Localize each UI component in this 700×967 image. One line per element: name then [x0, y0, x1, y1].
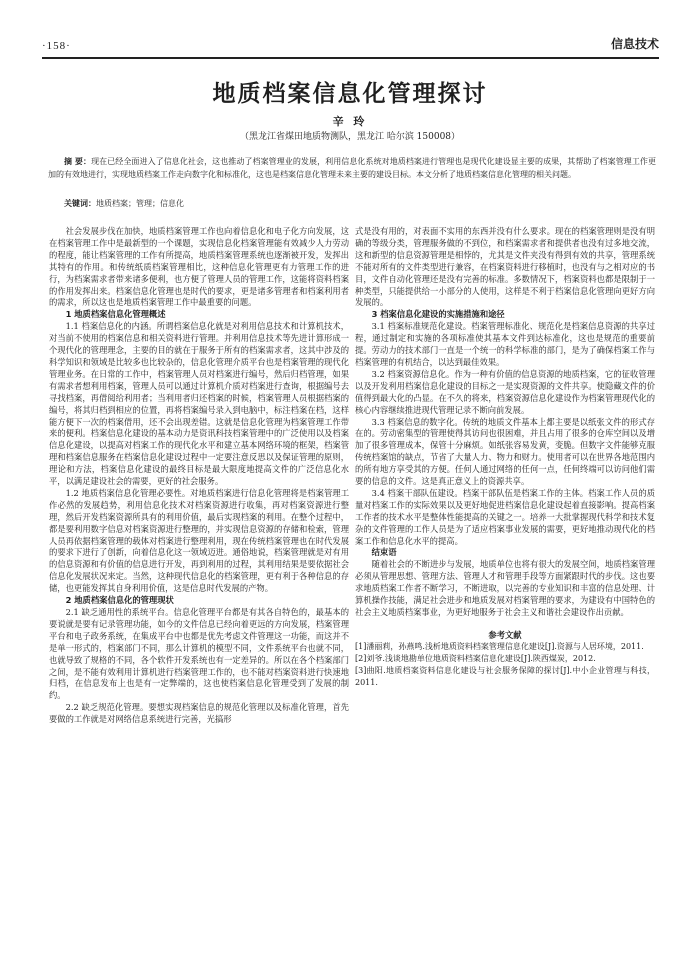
section-heading: 2 地质档案信息化的管理现状 — [65, 595, 174, 606]
body-paragraph: 2.2 缺乏规范化管理。要想实现档案信息的规范化管理以及标准化管理，首先要做的工作就是对网络信息系统进行完善，光搞形 — [49, 702, 349, 725]
keywords — [48, 198, 656, 209]
header-divider — [42, 57, 659, 59]
abstract — [48, 155, 656, 181]
keywords-text: 地质档案；管理；信息化 — [96, 199, 184, 208]
author-name: 辛 玲 — [332, 115, 368, 128]
reference-item: [3]曲阳.地质档案资料信息化建设与社会服务保障的探讨[J].中小企业管理与科技，2011. — [355, 665, 655, 687]
reference-item: [1]潘丽莉，孙燕鸣.浅析地质资料档案管理信息化建设[J].资源与人居环境，2011. — [355, 641, 644, 651]
body-paragraph: 3.1 档案标准规范化建设。档案管理标准化、规范化是档案信息资源的共享过程，通过制定和实施的各项标准使其基本文件到达标准化，这也是规范的重要前提。劳动力的技术部门一直是一个统一的科学标准的部门，是为了确保档案工作与档案管理的有机结合，以达到最佳效果。 — [355, 321, 655, 367]
body-paragraph: 1.2 地质档案信息化管理必要性。对地质档案进行信息化管理将是档案管理工作必然的发展趋势，利用信息化技术对档案资源进行收集，再对档案资源进行整理，然后开发档案资源所具有的利用价值，最后实现档案的利用。在整个过程中，都是要利用数字信息对档案资源进行整理的，并实现信息资源的存储和检索，管理人员再依据档案管理的载体对档案进行整理利用，现在传统档案管理也在时代发展的要求下进行了创新，向着信息化这一领域迈进。通俗地说，档案管理就是对有用的信息资源和有价值的信息进行开发，再到利用的过程，其利用结果是要依据社会信息化发展状况来定。当然，这种现代信息化的档案管理，更有利于各种信息的存储，也更能发挥其自身利用价值，这是信息时代发展的产物。 — [49, 487, 349, 594]
section-heading: 1 地质档案信息化管理概述 — [65, 309, 166, 320]
body-column-left — [49, 226, 349, 726]
body-paragraph: 3.2 档案资源信息化。作为一种有价值的信息资源的地质档案，它的征收管理以及开发利用档案信息化建设的目标之一是实现资源的文件共享。使隐藏文件的价值得到最大化的凸显。在不久的将来，档案资源信息化建设作为档案管理现代化的核心内容继续推进现代管理记录不断向前发展。 — [355, 368, 655, 415]
article-title: 地质档案信息化管理探讨 — [212, 81, 488, 107]
keywords-label: 关键词： — [64, 198, 96, 208]
abstract-text: 现在已经全面进入了信息化社会，这也推动了档案管理业的发展，利用信息化系统对地质档案进行管理也是现代化建设显主要的成果，其帮助了档案管理工作更加的有效地进行，实现地质档案工作走向数字化和标准化，这也是档案信息化管理未来主要的建设目标。本文分析了地质档案信息化管理的相关问题。 — [48, 157, 656, 179]
running-header — [42, 34, 659, 58]
abstract-label: 摘 要： — [64, 156, 92, 166]
author-affiliation: （黑龙江省煤田地质物测队，黑龙江 哈尔滨 150008） — [239, 132, 461, 142]
section-heading: 结束语 — [371, 547, 397, 558]
body-paragraph: 社会发展步伐在加快，地质档案管理工作也向着信息化和电子化方向发展，这在档案管理工作中是最新型的一个课题，实现信息化档案管理能有效减少人力劳动的程度，能让档案管理的工作有所提高，地质档案管理系统也逐渐被开发，发挥出其特有的作用。和传统纸质档案管理相比，这种信息化管理更有力管理工作的进行，为档案需求者带来诸多便利，也方便了管理人员的管理工作，这能将资料档案的作用发挥出来。档案信息化管理也是时代的要求，更是诸多管理者和档案利用者的需求，所以这也是地质档案管理工作中最重要的问题。 — [49, 226, 349, 308]
references-title: 参考文献 — [488, 629, 522, 640]
body-paragraph: 1.1 档案信息化的内涵。所谓档案信息化就是对利用信息技术和计算机技术，对当前不使用的档案信息和相关资料进行管理。并利用信息技术等先进计算形成一个现代化的管理理念，主要的目的就在于服务于所有的档案需求者，这其中涉及的科学知识和领域是比较多也比较杂的，信息化管理介质平台也是档案管理的现代化管理业务。在日常的工作中，档案管理人员对档案进行编号，然后归档管理，如果有需求者想利用档案，管理人员可以通过计算机介质对档案进行查询，根据编号去寻找档案，再借阅给利用者；当利用者归还档案的时候，档案管理人员根据档案的编号，将其归档到相应的位置，再将档案编号录入到电脑中，标注档案在档，这样能方便下一次的档案借用，还不会出现差错。这就是信息化管理为档案管理工作带来的便利。档案信息化建设的基本动力是资讯科技档案管理中的广泛使用以及档案信息化建设，以提高对档案工作的现代化水平和建立基本网络环境的框架，档案管理和档案信息服务在档案信息化建设过程中一定要注意反思以及保证管理的原则，理论和方法，档案信息化建设的最终目标是最大限度地提高文件的广泛信息化水平，以满足建设社会的需要，更好的社会服务。 — [49, 321, 349, 487]
section-heading: 3 档案信息化建设的实施措施和途径 — [371, 309, 505, 320]
page-number: ·158· — [42, 40, 71, 52]
body-paragraph: 3.3 档案信息的数字化。传统的地质文件基本上都主要是以纸张文件的形式存在的。劳动密集型的管理使得其访问也很困难，并且占用了很多的仓库空间以及增加了很多管理成本，保管十分麻烦。如纸张容易发黄，变脆。但数字文件能够克服传统档案馆的缺点，节省了大量人力、物力和财力。使用者可以在世界各地范围内的所有地方享受其的方便。任何人通过网络的任何一点，任何终端可以访问他们需要的信息的文件。这是真正意义上的资源共享。 — [355, 416, 655, 487]
body-paragraph: 式是没有用的，对表面不实用的东西并没有什么要求。现在的档案管理则是没有明确的等级分类，管理服务做的不到位，和档案需求者和提供者也没有过多地交流，这和新型的信息资源管理是相悖的，尤其是文件夹没有得到有效的共享，管理系统不能对所有的文件类型进行兼容，在档案资料进行移植时，也没有与之相对应的书目，文件自动化管理还是没有完善的标准。多数情况下，档案资料也都是限制于一种类型，只能提供给一小部分的人使用，这样是不利于档案信息化管理向更好方向发展的。 — [355, 226, 655, 308]
body-column-right — [355, 226, 655, 689]
body-paragraph: 随着社会的不断进步与发展，地质单位也将有很大的发展空间，地质档案管理必须从管理思想、管理方法、管理人才和管理手段等方面紧跟时代的步伐。这也要求地质档案工作者不断学习，不断进取，以完善的专业知识和丰富的信息处理、计算机操作技能，满足社会进步和地质发展对档案管理的要求，为建设有中国特色的社会主义地质档案事业，为更好地服务于社会主义和谐社会建设作出贡献。 — [355, 559, 655, 617]
reference-item: [2]刘爷.浅谈地勘单位地质资料档案信息化建设[J].陕西煤炭，2012. — [355, 653, 596, 663]
body-paragraph: 3.4 档案干部队伍建设。档案干部队伍是档案工作的主体。档案工作人员的质量对档案工作的实际效果以及更好地促进档案信息化建设起着直接影响。提高档案工作者的技术水平是整体性能提高的关键之一。培养一大批掌握现代科学和技术复杂的文件管理的工作人员是为了适应档案事业发展的需要，更好地推动现代化的档案工作和信息化水平的提高。 — [355, 487, 655, 546]
body-paragraph: 2.1 缺乏通用性的系统平台。信息化管理平台都是有其各自特色的，最基本的要说就是要有记录管理功能，如今的文件信息已经向着更远的方向发展，档案管理平台和电子政务系统，在集成平台中也都是优先考虑文件管理这一功能，而这并不是单一形式的，档案部门不同，那么计算机的模型不同，文件系统平台也就不同，也就导致了规格的不同，各个软件开发系统也有一定差异的。所以在各个档案部门之间，是不能有效利用计算机进行档案管理工作的，也不能对档案资料进行快速地归档，在信息发布上也是有一定弊端的，这也使档案信息化管理受到了发展的制约。 — [49, 607, 349, 701]
section-name: 信息技术 — [610, 37, 659, 51]
